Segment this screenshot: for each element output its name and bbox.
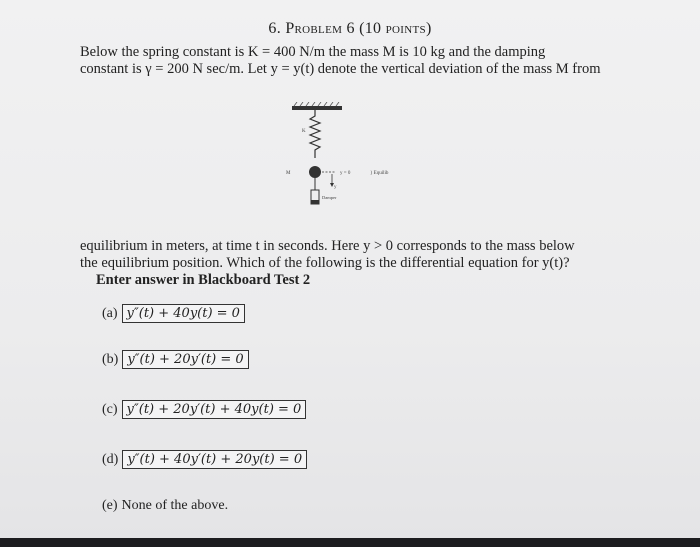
damper-base: [311, 200, 319, 204]
enter-instruction: Enter answer in Blackboard Test 2: [96, 272, 311, 288]
option-a-label: (a): [102, 305, 118, 321]
option-d-equation: y″(t) + 40y′(t) + 20y(t) = 0: [122, 450, 307, 469]
problem-number: 6.: [268, 20, 282, 37]
option-d-label: (d): [102, 451, 119, 467]
option-a[interactable]: [102, 304, 245, 323]
ceiling-hatch: [294, 102, 339, 106]
option-b-equation: y″(t) + 20y′(t) = 0: [122, 350, 248, 369]
problem-title-num: 6: [346, 20, 355, 37]
problem-title: [0, 20, 700, 38]
statement-line-1: Below the spring constant is K = 400 N/m the mass M is 10 kg and the damping: [80, 44, 546, 60]
y-zero-label: y = 0: [340, 171, 351, 176]
option-b[interactable]: [102, 350, 249, 369]
option-c[interactable]: [102, 400, 306, 419]
mass-circle: [309, 166, 321, 178]
mass-label: M: [286, 171, 291, 176]
option-e-label: (e): [102, 498, 118, 513]
statement-paragraph-2: [80, 238, 620, 272]
spring-k-label: K: [302, 129, 306, 134]
option-e[interactable]: [102, 498, 228, 514]
option-c-label: (c): [102, 401, 118, 417]
problem-title-word: Problem: [285, 20, 343, 37]
spring: [310, 110, 320, 158]
statement-line-3: equilibrium in meters, at time t in seconds. Here y > 0 corresponds to the mass below: [80, 238, 575, 254]
statement-line-2: constant is γ = 200 N sec/m. Let y = y(t) denote the vertical deviation of the mass M from: [80, 61, 601, 77]
screen-bottom-edge: [0, 538, 700, 547]
equilibrium-label: } Equilib: [370, 171, 389, 176]
statement-line-4: the equilibrium position. Which of the following is the differential equation for y(t)?: [80, 255, 570, 271]
option-d[interactable]: [102, 450, 307, 469]
option-e-text: None of the above.: [121, 498, 229, 513]
ceiling-bar: [292, 106, 342, 110]
option-a-equation: y″(t) + 40y(t) = 0: [122, 304, 245, 323]
damper-label: Damper: [322, 195, 337, 200]
y-arrow-label: y: [334, 185, 337, 190]
option-c-equation: y″(t) + 20y′(t) + 40y(t) = 0: [122, 400, 307, 419]
spring-mass-figure: [270, 102, 420, 217]
option-b-label: (b): [102, 351, 119, 367]
problem-points: (10 points): [359, 20, 432, 37]
statement-paragraph-1: [80, 44, 620, 78]
